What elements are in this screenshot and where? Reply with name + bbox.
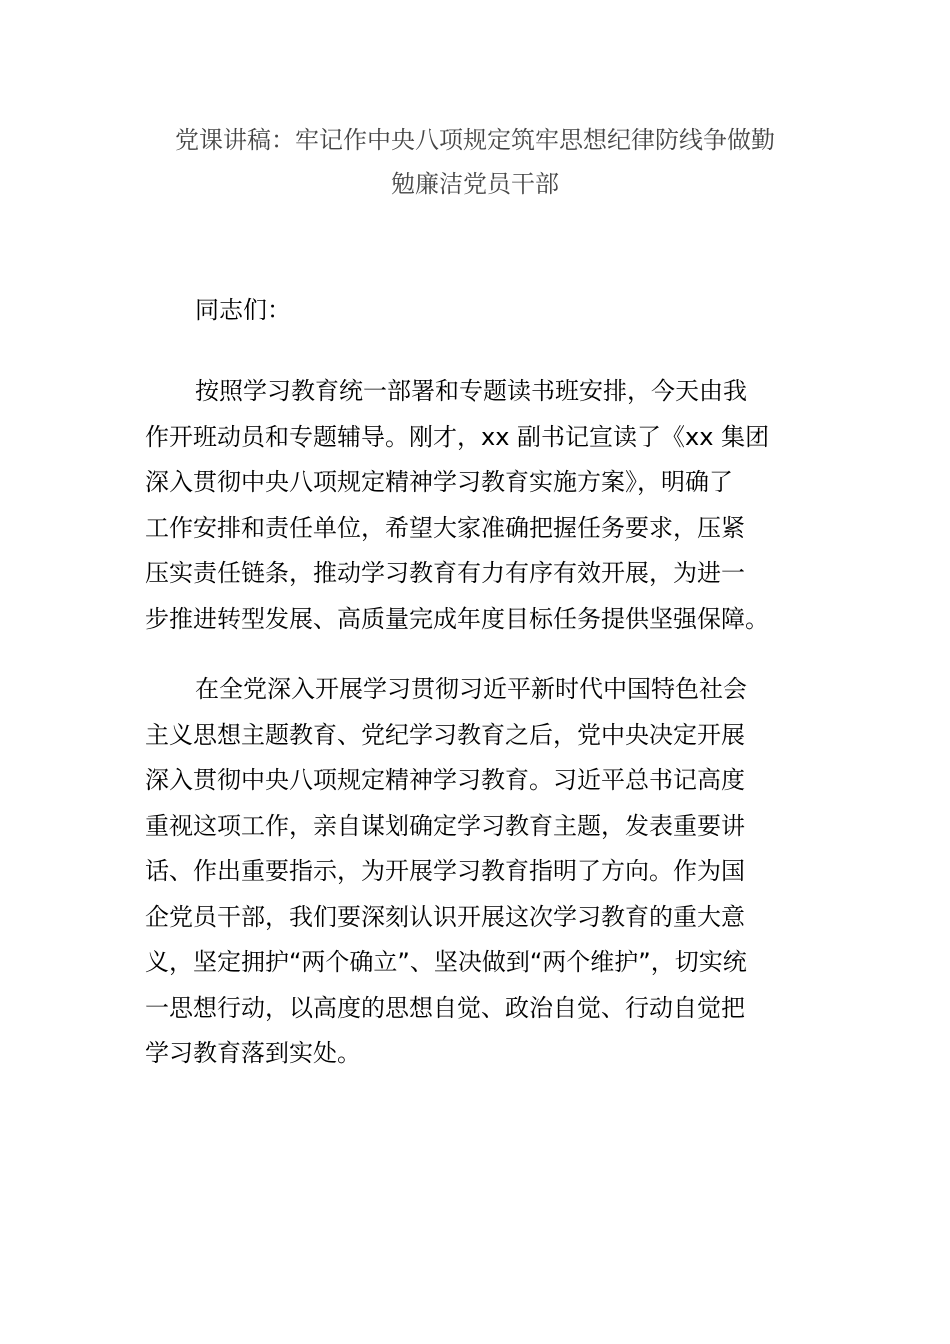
- text-line: 压实责任链条，推动学习教育有力有序有效开展，为进一: [145, 559, 745, 587]
- text-line: 深入贯彻中央八项规定精神学习教育。习近平总书记高度: [145, 766, 745, 794]
- paragraph: [145, 369, 805, 642]
- text-line: 按照学习教育统一部署和专题读书班安排，今天由我: [195, 377, 747, 405]
- text-line: 作开班动员和专题辅导。刚才，xx 副书记宣读了《xx 集团: [145, 422, 770, 451]
- text-line: 一思想行动，以高度的思想自觉、政治自觉、行动自觉把: [145, 993, 745, 1022]
- text-line: 企党员干部，我们要深刻认识开展这次学习教育的重大意: [145, 902, 745, 931]
- document-title: [145, 118, 805, 206]
- text-line: 步推进转型发展、高质量完成年度目标任务提供坚强保障。: [145, 604, 769, 633]
- text-line: 重视这项工作，亲自谋划确定学习教育主题，发表重要讲: [145, 811, 745, 840]
- title-line: 党课讲稿：牢记作中央八项规定筑牢思想纪律防线争做勤: [175, 126, 775, 154]
- text-line: 在全党深入开展学习贯彻习近平新时代中国特色社会: [195, 675, 747, 703]
- text-line: 深入贯彻中央八项规定精神学习教育实施方案》，明确了: [145, 468, 733, 496]
- text-line: 工作安排和责任单位，希望大家准确把握任务要求，压紧: [145, 513, 745, 542]
- title-line: 勉廉洁党员干部: [391, 170, 559, 198]
- salutation: 同志们：: [195, 296, 291, 324]
- paragraph: [145, 667, 805, 1077]
- text-line: 学习教育落到实处。: [145, 1039, 361, 1067]
- text-line: 义，坚定拥护“两个确立”、坚决做到“两个维护”，切实统: [145, 948, 747, 976]
- text-line: 话、作出重要指示，为开展学习教育指明了方向。作为国: [145, 857, 745, 885]
- text-line: 主义思想主题教育、党纪学习教育之后，党中央决定开展: [145, 720, 745, 749]
